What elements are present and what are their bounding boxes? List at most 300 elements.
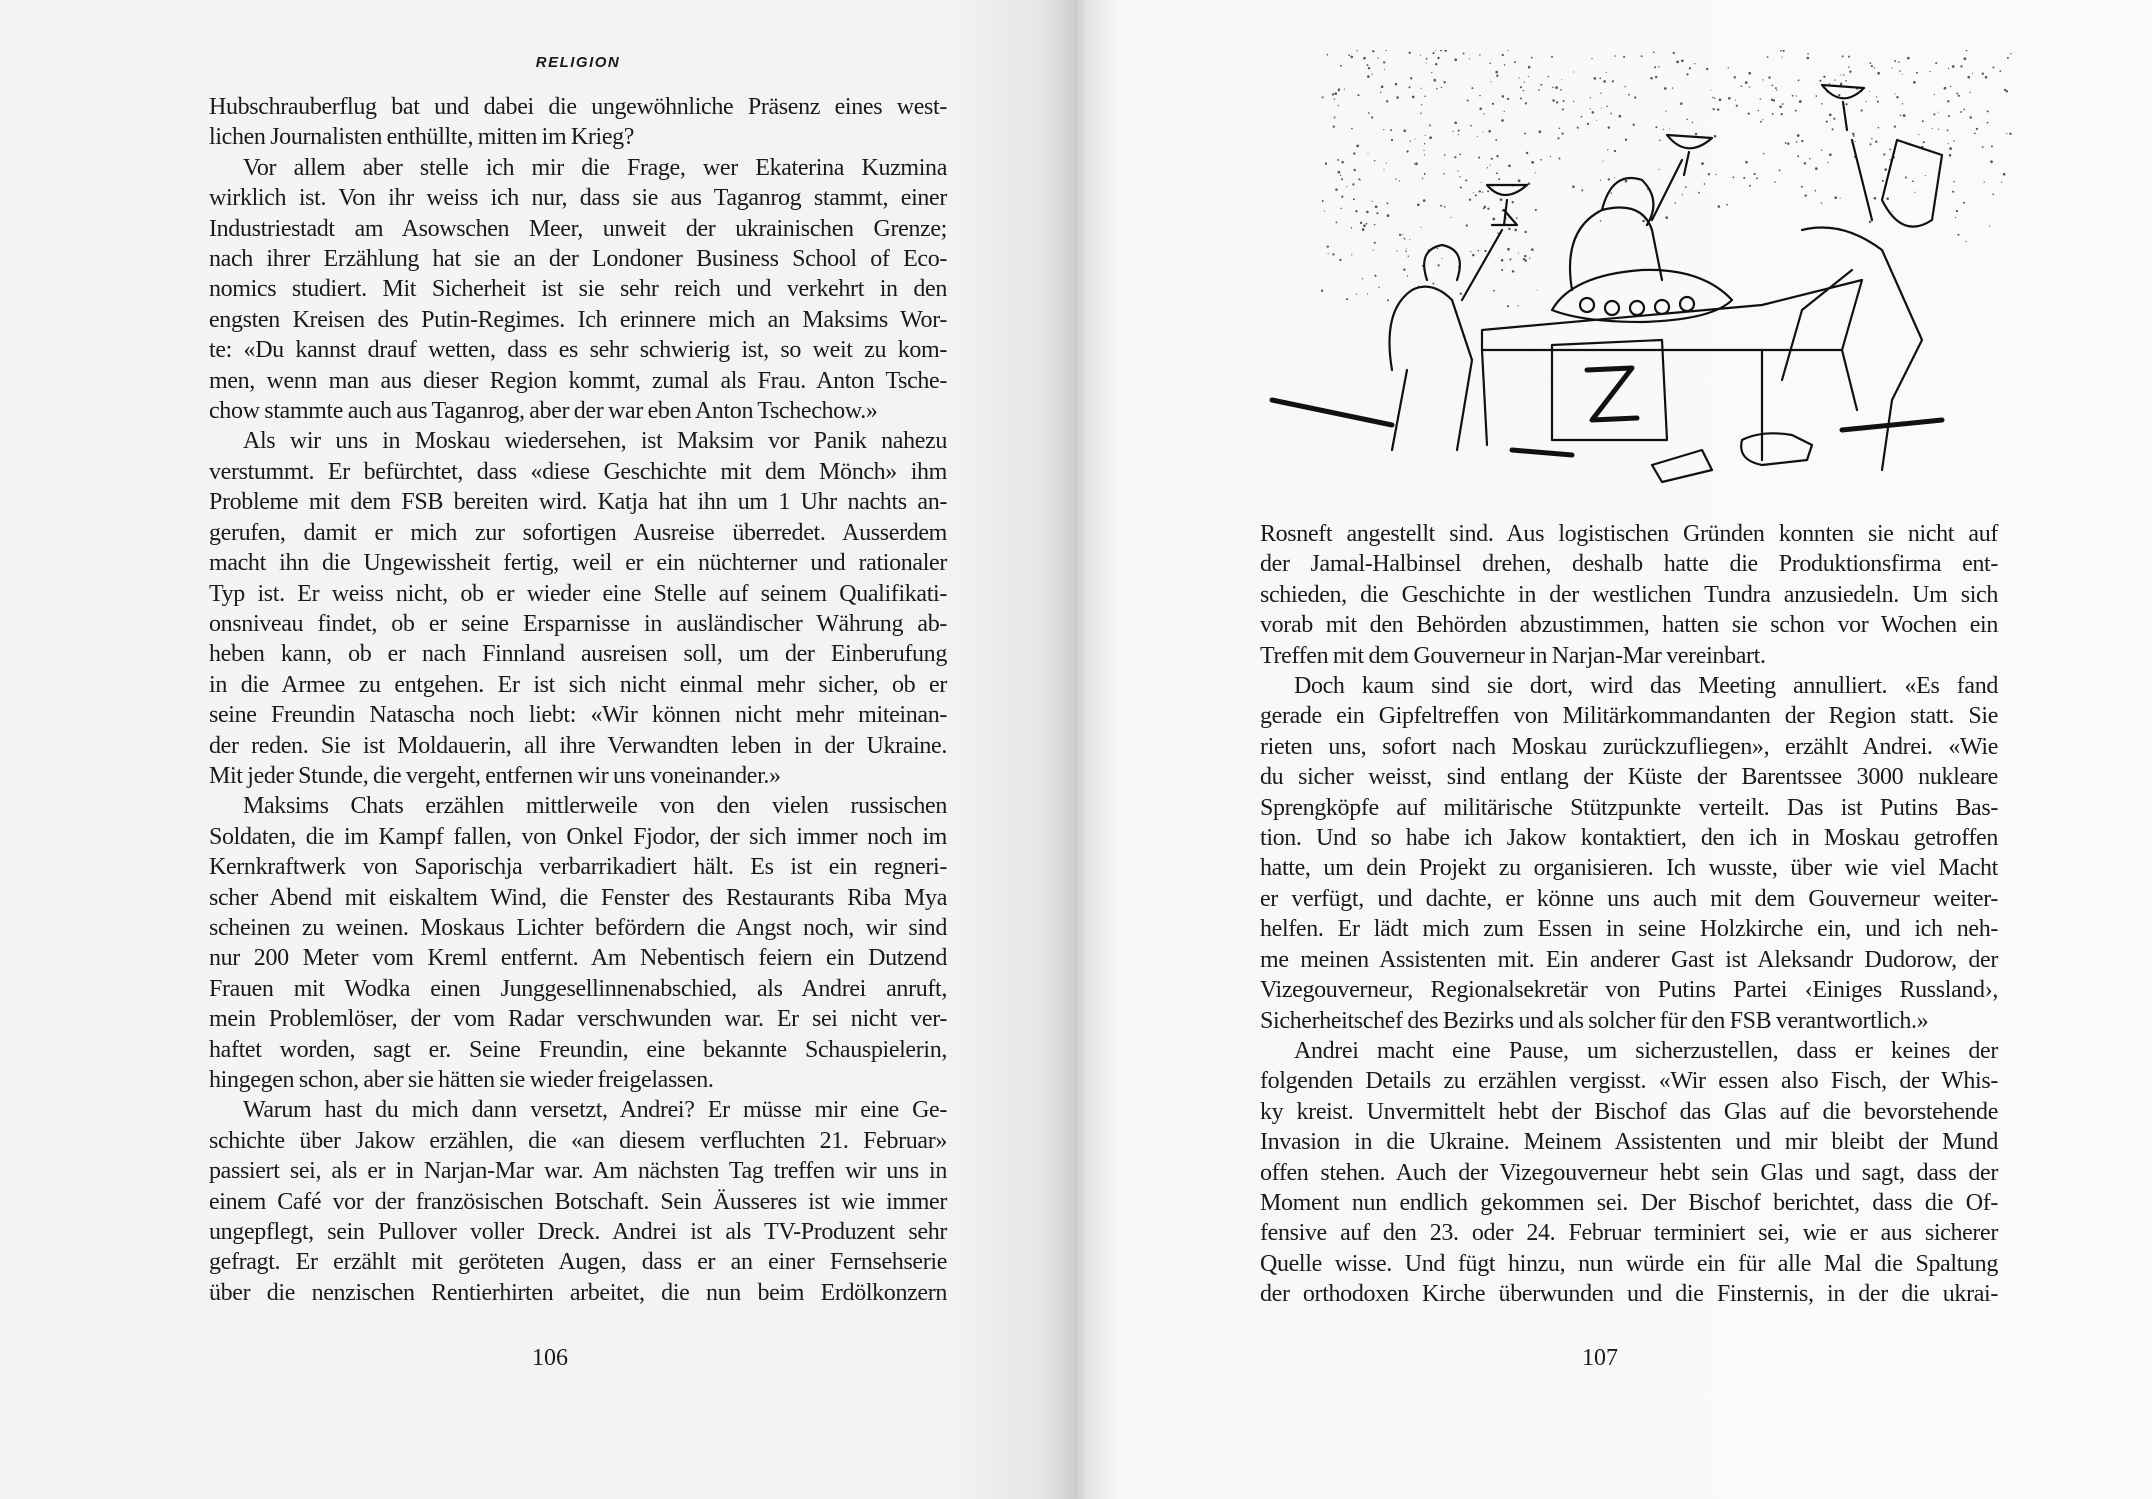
speckle bbox=[2003, 173, 2006, 176]
speckle bbox=[1819, 80, 1821, 82]
speckle bbox=[1960, 111, 1962, 113]
running-head: RELIGION bbox=[535, 54, 621, 71]
speckle bbox=[1592, 111, 1595, 114]
speckle bbox=[1929, 71, 1930, 72]
speckle bbox=[1454, 58, 1457, 61]
speckle bbox=[1918, 134, 1919, 135]
speckle bbox=[1366, 223, 1368, 225]
speckle bbox=[1834, 196, 1837, 199]
speckle bbox=[1443, 81, 1445, 83]
speckle bbox=[1734, 76, 1736, 78]
speckle bbox=[1655, 126, 1657, 128]
speckle bbox=[1346, 298, 1348, 300]
speckle bbox=[1496, 75, 1498, 77]
speckle bbox=[1692, 122, 1693, 123]
speckle bbox=[1325, 163, 1327, 165]
speckle bbox=[1809, 158, 1811, 160]
speckle bbox=[1362, 228, 1365, 231]
speckle bbox=[1478, 250, 1480, 252]
speckle bbox=[1528, 76, 1529, 77]
speckle bbox=[1956, 210, 1958, 212]
speckle bbox=[1386, 100, 1388, 102]
speckle bbox=[1748, 113, 1750, 115]
speckle bbox=[1572, 186, 1575, 189]
speckle bbox=[1496, 155, 1498, 157]
text-line: schichte über Jakow erzählen, die «an diesem verfluchten 21. Februar» bbox=[209, 1127, 947, 1154]
speckle bbox=[1947, 100, 1949, 102]
speckle bbox=[1387, 214, 1390, 217]
speckle bbox=[1333, 125, 1335, 127]
text-line: ungepflegt, sein Pullover voller Dreck. Andrei ist als TV-Produzent sehr bbox=[209, 1219, 947, 1246]
text-line: tion. Und so habe ich Jakow kontaktiert, den ich in Moskau getroffen bbox=[1260, 825, 1998, 852]
floor-shadow bbox=[1272, 400, 1942, 455]
text-line: gefragt. Er erzählt mit geröteten Augen, dass er an einer Fernsehserie bbox=[209, 1249, 947, 1276]
speckle bbox=[1487, 190, 1489, 192]
speckle bbox=[1437, 57, 1439, 59]
text-line: lichen Journalisten enthüllte, mitten im Krieg? bbox=[209, 124, 635, 151]
speckle bbox=[1440, 50, 1442, 51]
speckle bbox=[1877, 101, 1879, 103]
text-line: heben kann, ob er nach Finnland ausreisen soll, um der Einberufung bbox=[209, 641, 947, 668]
speckle bbox=[1470, 251, 1471, 252]
speckle bbox=[1886, 197, 1889, 200]
speckle bbox=[1871, 138, 1872, 139]
speckle bbox=[1762, 79, 1763, 80]
speckle bbox=[1760, 98, 1761, 99]
speckle bbox=[1833, 118, 1835, 120]
speckle bbox=[1916, 72, 1918, 74]
speckle bbox=[1869, 91, 1870, 92]
speckle bbox=[1524, 231, 1526, 233]
speckle bbox=[1348, 54, 1350, 56]
speckle bbox=[1608, 178, 1610, 180]
text-line: scheinen zu weinen. Moskaus Lichter befördern die Angst noch, wir sind bbox=[209, 914, 947, 941]
speckle bbox=[1990, 160, 1993, 163]
illustration bbox=[1242, 50, 2032, 500]
speckle bbox=[1487, 208, 1489, 210]
text-line: Frauen mit Wodka einen Junggesellinnenabschied, als Andrei anruft, bbox=[209, 975, 947, 1002]
speckle bbox=[1706, 68, 1708, 70]
speckle bbox=[1694, 63, 1695, 64]
speckle bbox=[1524, 255, 1526, 257]
speckle bbox=[1507, 248, 1510, 251]
speckle bbox=[1469, 199, 1471, 201]
speckle bbox=[1390, 129, 1392, 131]
speckle bbox=[1902, 103, 1903, 104]
speckle bbox=[1905, 176, 1907, 178]
text-line: Maksims Chats erzählen mittlerweile von den vielen russischen bbox=[243, 793, 947, 820]
speckle bbox=[1341, 161, 1344, 164]
speckle bbox=[1407, 275, 1409, 277]
speckle bbox=[1423, 199, 1426, 202]
speckle bbox=[1805, 194, 1807, 196]
speckle bbox=[1849, 70, 1851, 72]
speckle bbox=[1354, 169, 1356, 171]
speckle bbox=[1423, 150, 1424, 151]
speckle bbox=[1970, 92, 1971, 93]
speckle bbox=[1454, 156, 1456, 158]
speckle bbox=[1781, 113, 1783, 115]
speckle bbox=[1386, 163, 1387, 164]
speckle bbox=[1384, 69, 1385, 70]
speckle bbox=[1870, 62, 1872, 64]
speckle bbox=[1440, 205, 1442, 207]
speckle bbox=[1581, 116, 1583, 118]
speckle bbox=[1457, 170, 1458, 171]
speckle bbox=[1953, 140, 1954, 141]
speckle bbox=[1625, 138, 1627, 140]
speckle bbox=[1882, 180, 1884, 182]
speckle bbox=[1478, 156, 1480, 158]
speckle bbox=[1422, 178, 1424, 180]
speckle bbox=[1815, 190, 1817, 192]
speckle bbox=[1698, 192, 1700, 194]
speckle bbox=[1967, 76, 1970, 79]
speckle bbox=[1375, 205, 1378, 208]
speckle bbox=[1538, 89, 1540, 91]
speckle bbox=[1504, 111, 1505, 112]
speckle bbox=[1782, 103, 1784, 105]
speckle bbox=[1408, 255, 1409, 256]
speckle bbox=[1550, 156, 1551, 157]
speckle bbox=[1444, 206, 1446, 208]
speckle bbox=[1374, 224, 1376, 226]
speckle bbox=[1771, 84, 1773, 86]
speckle bbox=[1659, 139, 1661, 141]
speckle bbox=[1815, 95, 1817, 97]
speckle bbox=[1465, 179, 1467, 181]
speckle bbox=[1552, 99, 1555, 102]
speckle bbox=[1913, 81, 1916, 84]
speckle bbox=[1402, 234, 1403, 235]
speckle bbox=[1591, 58, 1592, 59]
speckle bbox=[1367, 293, 1368, 294]
speckle bbox=[1797, 155, 1799, 157]
speckle bbox=[1955, 217, 1956, 218]
speckle bbox=[1410, 140, 1411, 141]
speckle bbox=[1493, 290, 1495, 292]
speckle bbox=[2006, 90, 2008, 92]
speckle bbox=[1953, 181, 1955, 183]
speckle bbox=[1396, 250, 1397, 251]
speckle bbox=[1371, 74, 1372, 75]
speckle bbox=[1875, 141, 1877, 143]
speckle bbox=[1556, 101, 1558, 103]
speckle bbox=[1947, 129, 1949, 131]
speckle bbox=[1338, 171, 1341, 174]
speckle bbox=[1672, 87, 1673, 88]
speckle bbox=[1749, 86, 1750, 87]
speckle bbox=[1610, 113, 1612, 115]
speckle bbox=[1327, 54, 1329, 56]
speckle bbox=[1843, 74, 1845, 76]
text-line: Industriestadt am Asowschen Meer, unweit der ukrainischen Grenze; bbox=[209, 215, 947, 242]
speckle bbox=[1611, 192, 1613, 194]
speckle bbox=[1736, 105, 1738, 107]
speckle bbox=[1508, 164, 1511, 167]
speckle bbox=[1938, 112, 1939, 113]
speckle bbox=[1471, 87, 1473, 89]
speckle bbox=[1502, 54, 1504, 56]
text-line: über die nenzischen Rentierhirten arbeitet, die nun beim Erdölkonzern bbox=[209, 1279, 947, 1306]
speckle bbox=[1374, 275, 1376, 277]
speckle bbox=[1479, 108, 1482, 111]
speckle bbox=[1745, 161, 1748, 164]
speckle bbox=[1403, 268, 1405, 270]
speckle bbox=[1410, 77, 1412, 79]
text-line: fensive auf den 23. oder 24. Februar terminiert sei, wie er aus sicherer bbox=[1260, 1220, 1998, 1247]
speckle bbox=[1405, 250, 1407, 252]
speckle bbox=[1426, 58, 1428, 60]
speckle bbox=[1883, 153, 1885, 155]
speckle bbox=[1895, 93, 1896, 94]
speckle bbox=[1360, 180, 1361, 181]
speckle bbox=[1914, 192, 1915, 193]
text-line: passiert sei, als er in Narjan-Mar war. Am nächsten Tag treffen wir uns in bbox=[209, 1158, 947, 1185]
speckle bbox=[1443, 173, 1445, 175]
speckle bbox=[1728, 97, 1731, 100]
speckle bbox=[1821, 202, 1823, 204]
speckle bbox=[1628, 94, 1630, 96]
speckle bbox=[1669, 128, 1670, 129]
speckle bbox=[1346, 186, 1347, 187]
speckle bbox=[1985, 76, 1988, 79]
speckle bbox=[1483, 113, 1484, 114]
speckle bbox=[1821, 150, 1822, 151]
speckle bbox=[1874, 67, 1875, 68]
speckle bbox=[1876, 96, 1877, 97]
speckle bbox=[1614, 150, 1616, 152]
speckle bbox=[1391, 139, 1393, 141]
text-line: Rosneft angestellt sind. Aus logistischen Gründen konnten sie nicht auf bbox=[1260, 521, 1998, 547]
speckle bbox=[1748, 72, 1751, 75]
speckle bbox=[1782, 57, 1783, 58]
speckle bbox=[1524, 132, 1526, 134]
text-line: nur 200 Meter vom Kreml entfernt. Am Nebentisch feiern ein Dutzend bbox=[209, 945, 947, 972]
speckle bbox=[1956, 93, 1958, 95]
speckle bbox=[1944, 87, 1947, 90]
speckle bbox=[1525, 102, 1527, 104]
speckle bbox=[1785, 142, 1787, 144]
text-line: chow stammte auch aus Taganrog, aber der war eben Anton Tschechow.» bbox=[209, 398, 878, 425]
speckle bbox=[1374, 242, 1376, 244]
speckle bbox=[1987, 110, 1989, 112]
speckle bbox=[1899, 70, 1901, 72]
speckle bbox=[1958, 234, 1960, 236]
speckle bbox=[1518, 253, 1519, 254]
speckle bbox=[1409, 239, 1410, 240]
speckle bbox=[1780, 50, 1782, 52]
speckle bbox=[1599, 78, 1601, 80]
speckle bbox=[1963, 109, 1965, 111]
speckle bbox=[2010, 53, 2011, 54]
text-line: te: «Du kannst drauf wetten, dass es sehr schwierig ist, so weit zu kom- bbox=[209, 337, 947, 364]
speckle bbox=[1606, 106, 1608, 108]
speckle bbox=[1634, 96, 1636, 98]
speckle bbox=[1409, 52, 1411, 54]
text-line: nach ihrer Erzählung hat sie an der Londoner Business School of Eco- bbox=[209, 246, 947, 273]
speckle bbox=[1518, 179, 1521, 182]
speckle bbox=[1435, 63, 1437, 65]
speckle bbox=[1823, 76, 1825, 78]
speckle bbox=[1520, 97, 1522, 99]
speckle bbox=[1855, 141, 1856, 142]
speckle bbox=[1501, 269, 1503, 271]
speckle bbox=[1490, 165, 1491, 166]
speckle bbox=[1842, 55, 1844, 57]
speckle bbox=[1529, 258, 1530, 259]
text-line: folgenden Details zu erzählen vergisst. «Wir essen also Fisch, der Whis- bbox=[1260, 1068, 1998, 1095]
speckle bbox=[1902, 74, 1903, 75]
text-line: wirklich ist. Von ihr weiss ich nur, dass sie aus Taganrog stammt, einer bbox=[209, 185, 947, 212]
text-line: Sprengköpfe auf militärische Stützpunkte verteilt. Das ist Putins Bas- bbox=[1260, 794, 1998, 821]
speckle bbox=[1335, 221, 1337, 223]
speckle bbox=[1383, 129, 1384, 130]
speckle bbox=[1587, 123, 1589, 125]
speckle bbox=[1351, 254, 1352, 255]
speckle bbox=[1371, 116, 1373, 118]
speckle bbox=[1540, 159, 1542, 161]
glass-middle bbox=[1667, 135, 1712, 175]
speckle bbox=[1984, 181, 1985, 182]
speckle bbox=[1479, 54, 1480, 55]
speckle bbox=[1838, 94, 1840, 96]
speckle bbox=[1581, 189, 1583, 191]
speckle bbox=[1991, 145, 1993, 147]
speckle bbox=[1492, 103, 1494, 105]
speckle bbox=[1376, 212, 1378, 214]
speckle bbox=[1767, 56, 1769, 58]
speckle bbox=[1351, 227, 1353, 229]
speckle bbox=[1378, 286, 1379, 287]
speckle bbox=[1367, 64, 1369, 66]
speckle bbox=[1523, 90, 1525, 92]
speckle bbox=[1718, 205, 1721, 208]
speckle bbox=[1964, 57, 1967, 60]
speckle bbox=[1960, 65, 1962, 67]
text-line: gerade ein Gipfeltreffen von Militärkommandanten der Region statt. Sie bbox=[1260, 703, 1998, 730]
speckle bbox=[1353, 198, 1355, 200]
speckle bbox=[1869, 221, 1871, 223]
speckle bbox=[1355, 210, 1357, 212]
text-line: Typ ist. Er weiss nicht, ob er wieder eine Stelle auf seinem Qualifikati- bbox=[209, 580, 947, 607]
speckle bbox=[1481, 182, 1482, 183]
speckle bbox=[1758, 110, 1760, 112]
speckle bbox=[1483, 207, 1485, 209]
speckle bbox=[1458, 134, 1459, 135]
speckle bbox=[1518, 305, 1519, 306]
glass-right bbox=[1822, 85, 1864, 130]
speckle bbox=[1987, 122, 1989, 124]
text-line: gerufen, damit er mich zur sofortigen Ausreise überredet. Ausserdem bbox=[209, 519, 947, 546]
speckle bbox=[1356, 294, 1357, 295]
speckle bbox=[1686, 73, 1688, 75]
speckle bbox=[1362, 278, 1363, 279]
speckle bbox=[1829, 83, 1830, 84]
speckle bbox=[1335, 188, 1338, 191]
speckle bbox=[1459, 176, 1460, 177]
speckle bbox=[1458, 130, 1460, 132]
speckle bbox=[1344, 89, 1345, 90]
speckle bbox=[1792, 95, 1794, 97]
speckle bbox=[1796, 95, 1797, 96]
speckle bbox=[1563, 100, 1565, 102]
speckle bbox=[1655, 76, 1657, 78]
speckle bbox=[1558, 157, 1560, 159]
speckle bbox=[1834, 79, 1835, 80]
speckle bbox=[1763, 153, 1764, 154]
speckle bbox=[1368, 67, 1370, 69]
speckle bbox=[1665, 110, 1666, 111]
speckle bbox=[1383, 61, 1385, 63]
speckle bbox=[1337, 159, 1339, 161]
text-line: Soldaten, die im Kampf fallen, von Onkel Fjodor, der sich immer noch im bbox=[209, 823, 947, 850]
speckle bbox=[1492, 218, 1495, 221]
speckle bbox=[1467, 100, 1469, 102]
text-line: haftet worden, sagt er. Seine Freundin, eine bekannte Schauspielerin, bbox=[209, 1036, 947, 1063]
speckle bbox=[1840, 198, 1841, 199]
speckle bbox=[1338, 88, 1340, 90]
speckle bbox=[1642, 220, 1645, 223]
speckle bbox=[1386, 202, 1388, 204]
speckle bbox=[1932, 128, 1933, 129]
speckle bbox=[1923, 141, 1925, 143]
speckle bbox=[1496, 172, 1498, 174]
speckle bbox=[1560, 89, 1562, 91]
speckle bbox=[1437, 264, 1439, 266]
speckle bbox=[1420, 112, 1421, 113]
speckle bbox=[1894, 60, 1896, 62]
text-line: macht ihn die Ungewissheit fertig, weil er ein nüchterner und rationaler bbox=[209, 550, 947, 577]
speckle bbox=[1322, 96, 1324, 98]
speckle bbox=[1935, 62, 1937, 64]
text-line: seine Freundin Natascha noch liebt: «Wir können nicht mehr miteinan- bbox=[209, 702, 947, 729]
speckle bbox=[1892, 211, 1893, 212]
speckle bbox=[1368, 112, 1370, 114]
speckle bbox=[1593, 77, 1596, 80]
speckle bbox=[1647, 189, 1648, 190]
speckle bbox=[1952, 65, 1955, 68]
speckle bbox=[1612, 80, 1614, 82]
speckle bbox=[1950, 86, 1951, 87]
speckle bbox=[1681, 59, 1684, 62]
speckle bbox=[1577, 127, 1579, 129]
speckle bbox=[1708, 173, 1710, 175]
speckle bbox=[1685, 186, 1687, 188]
speckle bbox=[1396, 96, 1399, 99]
text-line: offen stehen. Auch der Vizegouverneur hebt sein Glas und sagt, dass der bbox=[1260, 1159, 1998, 1186]
text-line: mein Problemlöser, der vom Radar verschwunden war. Er sei nicht ver- bbox=[209, 1006, 947, 1033]
speckle bbox=[1963, 202, 1965, 204]
text-line: Als wir uns in Moskau wiedersehen, ist Maksim vor Panik nahezu bbox=[243, 428, 947, 455]
speckle bbox=[1491, 158, 1493, 160]
speckle bbox=[1845, 80, 1847, 82]
speckle bbox=[1889, 159, 1890, 160]
speckle bbox=[1395, 178, 1396, 179]
speckle bbox=[1907, 57, 1910, 60]
speckle bbox=[1948, 115, 1950, 117]
speckle bbox=[1992, 66, 1994, 68]
speckle bbox=[1363, 57, 1366, 60]
speckle bbox=[1324, 211, 1325, 212]
speckle bbox=[1827, 162, 1828, 163]
speckle bbox=[1501, 119, 1504, 122]
speckle bbox=[1374, 160, 1376, 162]
speckle bbox=[1472, 254, 1475, 257]
speckle bbox=[1619, 115, 1622, 118]
speckle bbox=[1531, 57, 1533, 59]
speckle bbox=[1933, 113, 1935, 115]
